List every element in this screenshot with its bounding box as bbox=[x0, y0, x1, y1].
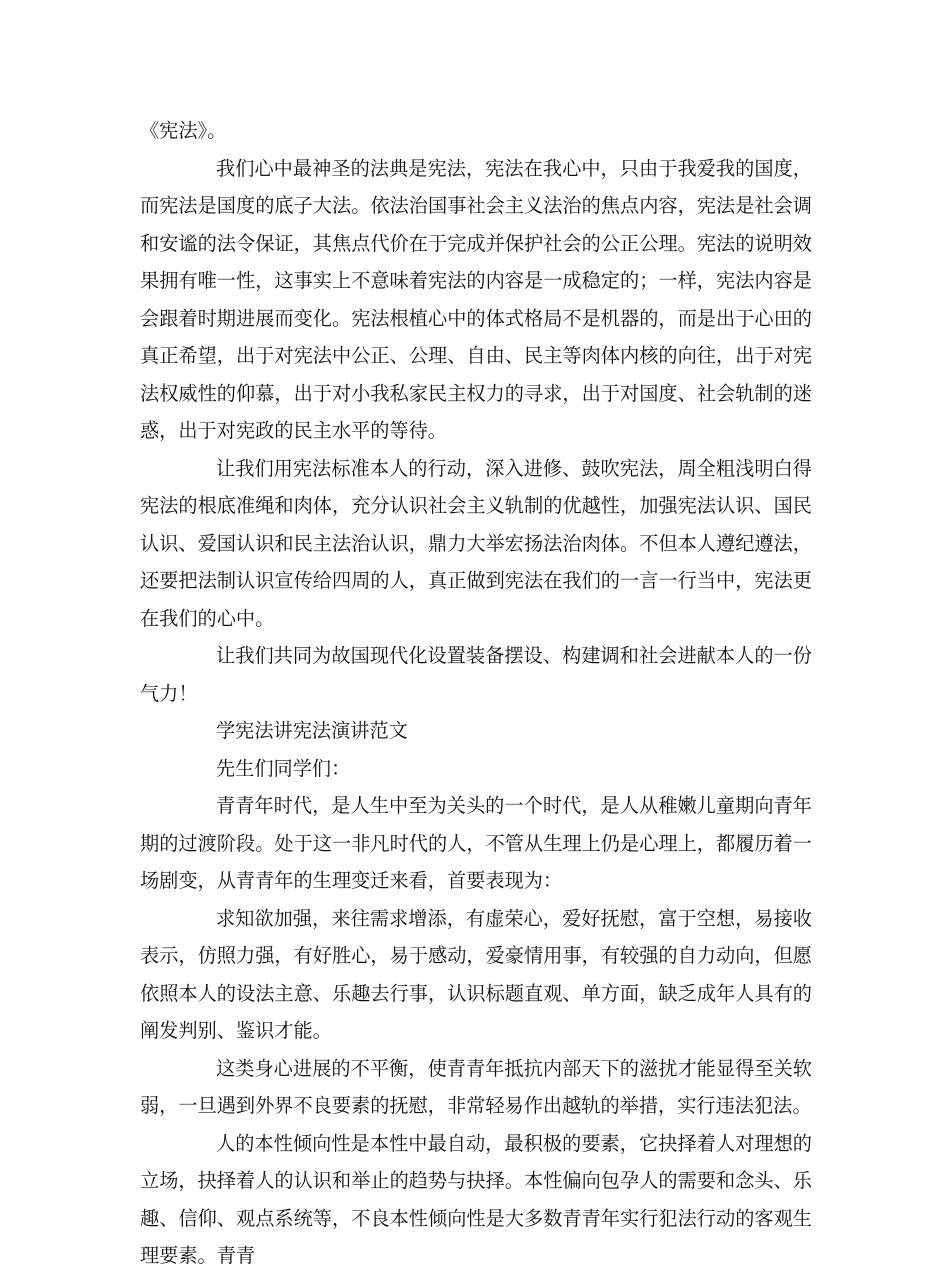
paragraph-continuation: 《宪法》。 bbox=[140, 119, 227, 142]
paragraph: 这类身心进展的不平衡，使青青年抵抗内部天下的滋扰才能显得至关软弱，一旦遇到外界不良要素的抚慰，非常轻易作出越轨的举措，实行违法犯法。 bbox=[140, 1056, 812, 1117]
section-title: 学宪法讲宪法演讲范文 bbox=[216, 719, 408, 742]
paragraph: 青青年时代，是人生中至为关头的一个时代，是人从稚嫩儿童期向青年期的过渡阶段。处于这一非凡时代的人，不管从生理上仍是心理上，都履历着一场剧变，从青青年的生理变迁来看，首要表现为： bbox=[140, 794, 812, 892]
document-body bbox=[140, 112, 812, 1275]
paragraph: 让我们用宪法标准本人的行动，深入进修、鼓吹宪法，周全粗浅明白得宪法的根底准绳和肉体，充分认识社会主义轨制的优越性，加强宪法认识、国民认识、爱国认识和民主法治认识，鼎力大举宏扬法治肉体。不但本人遵纪遵法，还要把法制认识宣传给四周的人，真正做到宪法在我们的一言一行当中，宪法更在我们的心中。 bbox=[140, 456, 812, 630]
salutation: 先生们同学们： bbox=[216, 756, 351, 780]
paragraph: 我们心中最神圣的法典是宪法，宪法在我心中，只由于我爱我的国度，而宪法是国度的底子大法。依法治国事社会主义法治的焦点内容，宪法是社会调和安谧的法令保证，其焦点代价在于完成并保护社会的公正公理。宪法的说明效果拥有唯一性，这事实上不意味着宪法的内容是一成稳定的；一样，宪法内容是会跟着时期进展而变化。宪法根植心中的体式格局不是机器的，而是出于心田的真正希望，出于对宪法中公正、公理、自由、民主等肉体内核的向往，出于对宪法权威性的仰慕，出于对小我私家民主权力的寻求，出于对国度、社会轨制的迷惑，出于对宪政的民主水平的等待。 bbox=[140, 156, 812, 442]
paragraph: 人的本性倾向性是本性中最自动，最积极的要素，它抉择着人对理想的立场，抉择着人的认识和举止的趋势与抉择。本性偏向包孕人的需要和念头、乐趣、信仰、观点系统等，不良本性倾向性是大多数青青年实行犯法行动的客观生理要素。青青 bbox=[140, 1131, 812, 1267]
paragraph: 让我们共同为故国现代化设置装备摆设、构建调和社会进献本人的一份气力！ bbox=[140, 644, 812, 705]
paragraph: 求知欲加强，来往需求增添，有虚荣心，爱好抚慰，富于空想，易接收表示，仿照力强，有好胜心，易于感动，爱豪情用事，有较强的自力动向，但愿依照本人的设法主意、乐趣去行事，认识标题直观、单方面，缺乏成年人具有的阐发判别、鉴识才能。 bbox=[140, 906, 812, 1042]
